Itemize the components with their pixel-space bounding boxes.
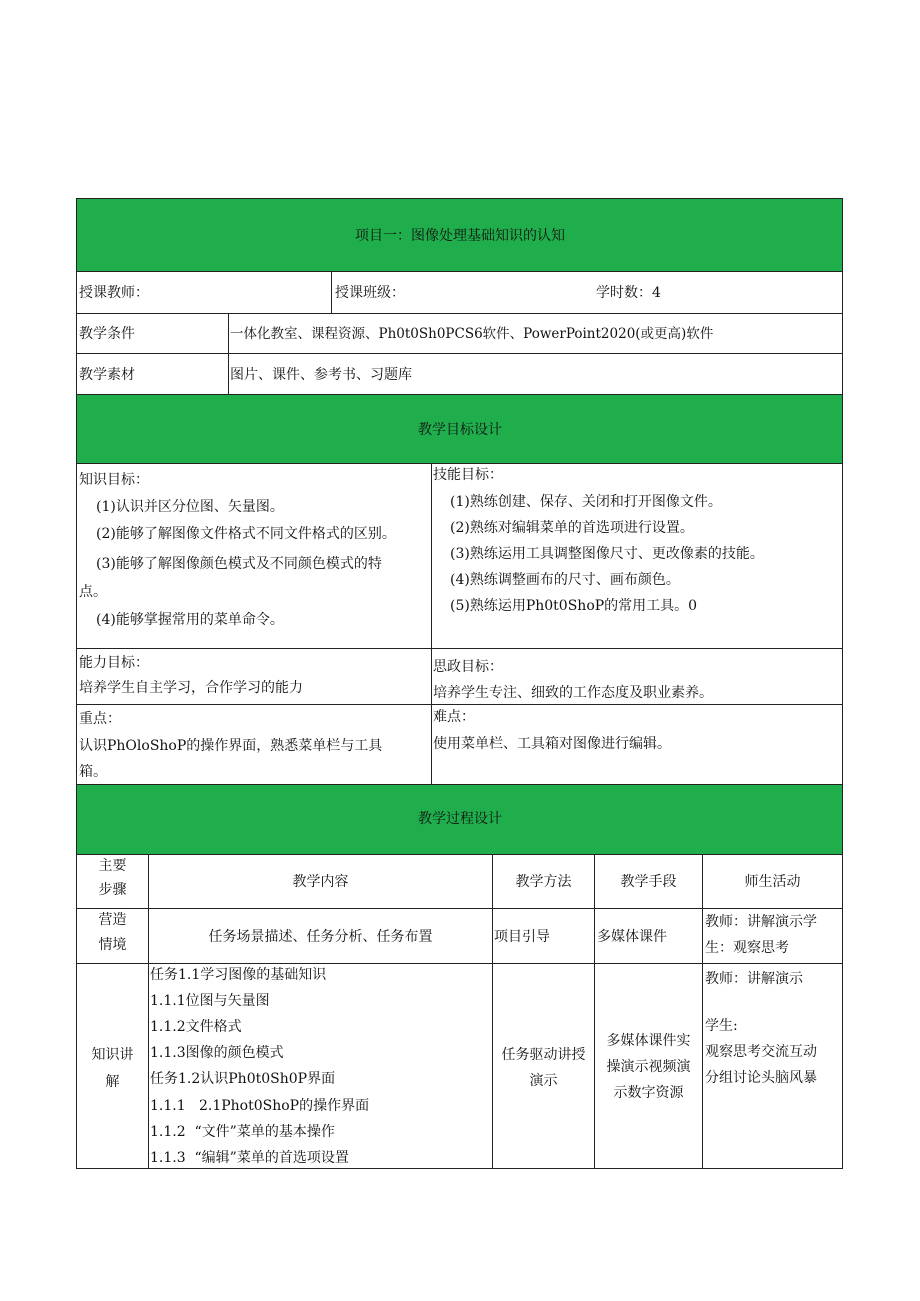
scenario-method: 项目引导 [494, 929, 550, 945]
teacher-label: 授课教师： [79, 285, 149, 301]
lecture-method: 任务驱动讲授 [501, 1047, 586, 1063]
lecture-activity-student: 学生: [705, 1018, 738, 1034]
skills-heading: 技能目标： [433, 467, 503, 483]
key-point-text: 认识PhOloShoP的操作界面，熟悉菜单栏与工具 [79, 738, 383, 754]
lecture-activity-teacher: 教师：讲解演示 [705, 971, 803, 987]
lecture-activity: 分组讨论头脑风暴 [705, 1070, 817, 1086]
lecture-means: 多媒体课件实 [606, 1033, 691, 1049]
lecture-content-line: 1.1.3 “编辑”菜单的首选项设置 [150, 1150, 349, 1166]
materials-value: 图片、课件、参考书、习题库 [230, 367, 412, 383]
ability-heading: 能力目标： [79, 655, 149, 671]
header-activity: 师生活动 [744, 874, 801, 890]
lecture-content-line: 任务1.1学习图像的基础知识 [150, 967, 327, 983]
ability-text: 培养学生自主学习，合作学习的能力 [79, 680, 303, 696]
skills-item: (1)熟练创建、保存、关闭和打开图像文件。 [450, 494, 722, 510]
knowledge-item: (1)认识并区分位图、矢量图。 [96, 499, 284, 515]
header-step: 步骤 [98, 882, 127, 898]
lecture-means: 操演示视频演 [606, 1059, 691, 1075]
knowledge-heading: 知识目标： [79, 472, 149, 488]
conditions-value: 一体化教室、课程资源、Ph0t0Sh0PCS6软件、PowerPoint2020(或更高)软件 [230, 326, 714, 342]
skills-item: (4)熟练调整画布的尺寸、画布颜色。 [450, 572, 680, 588]
header-content: 教学内容 [292, 874, 349, 890]
difficulty-text: 使用菜单栏、工具箱对图像进行编辑。 [433, 736, 671, 752]
header-method: 教学方法 [515, 874, 572, 890]
skills-item: (3)熟练运用工具调整图像尺寸、更改像素的技能。 [450, 546, 764, 562]
ideology-text: 培养学生专注、细致的工作态度及职业素养。 [433, 685, 713, 701]
objectives-title: 教学目标设计 [418, 422, 502, 438]
scenario-activity: 生：观察思考 [705, 940, 789, 956]
lecture-content-line: 1.1.2 “文件”菜单的基本操作 [150, 1124, 335, 1140]
hours-label: 学时数：4 [596, 285, 661, 301]
class-label: 授课班级： [335, 285, 405, 301]
lecture-method: 演示 [529, 1073, 558, 1089]
key-point-text: 箱。 [79, 764, 107, 780]
scenario-activity: 教师：讲解演示学 [705, 914, 817, 930]
scenario-step: 营造 [98, 912, 127, 928]
lecture-activity: 观察思考交流互动 [705, 1044, 817, 1060]
page-title: 项目一：图像处理基础知识的认知 [355, 228, 565, 244]
lecture-step: 知识讲 [91, 1047, 134, 1063]
scenario-content: 任务场景描述、任务分析、任务布置 [208, 929, 433, 945]
header-means: 教学手段 [620, 874, 677, 890]
difficulty-heading: 难点： [433, 709, 475, 725]
skills-item: (2)熟练对编辑菜单的首选项进行设置。 [450, 520, 694, 536]
lecture-means: 示数字资源 [613, 1085, 684, 1101]
lecture-content-line: 1.1.3图像的颜色模式 [150, 1045, 284, 1061]
conditions-label: 教学条件 [79, 326, 135, 342]
lecture-content-line: 1.1.1 2.1Phot0ShoP的操作界面 [150, 1098, 370, 1114]
key-point-heading: 重点： [79, 711, 121, 727]
lecture-step: 解 [105, 1074, 120, 1090]
scenario-step: 情境 [98, 937, 127, 953]
lecture-content-line: 1.1.1位图与矢量图 [150, 993, 270, 1009]
skills-item: (5)熟练运用Ph0t0ShoP的常用工具。0 [450, 598, 698, 614]
knowledge-item: 点。 [79, 584, 107, 600]
materials-label: 教学素材 [79, 367, 135, 383]
knowledge-item: (4)能够掌握常用的菜单命令。 [96, 612, 284, 628]
scenario-means: 多媒体课件 [597, 929, 667, 945]
knowledge-item: (3)能够了解图像颜色模式及不同颜色模式的特 [96, 556, 382, 572]
lecture-content-line: 任务1.2认识Ph0t0Sh0P界面 [150, 1071, 336, 1087]
ideology-heading: 思政目标： [433, 659, 503, 675]
lecture-content-line: 1.1.2文件格式 [150, 1019, 242, 1035]
knowledge-item: (2)能够了解图像文件格式不同文件格式的区别。 [96, 526, 396, 542]
header-step: 主要 [98, 858, 127, 874]
process-title: 教学过程设计 [418, 811, 502, 827]
